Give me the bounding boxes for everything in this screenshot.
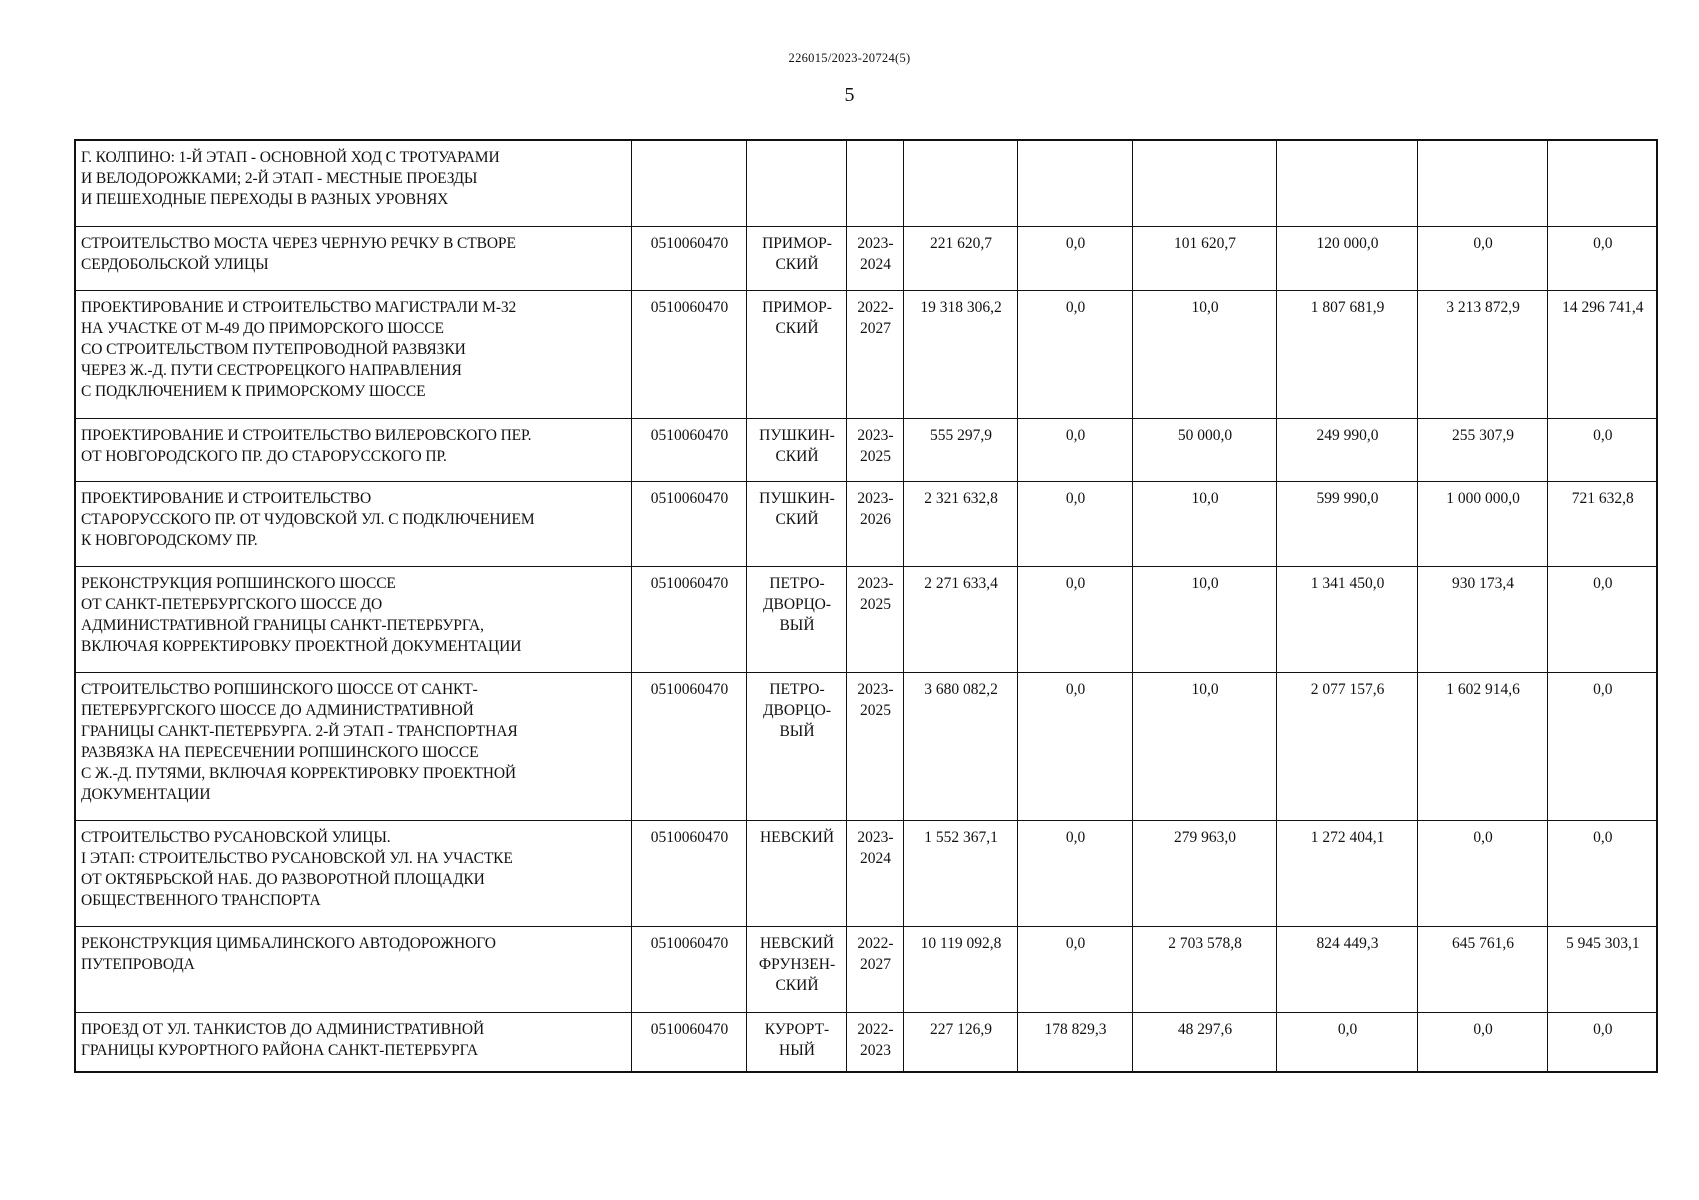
district-cell [746,820,846,926]
cell-value: 48 297,6 [1177,1020,1233,1038]
v2025-amount-cell [1417,672,1547,820]
project-name-cell [75,481,631,566]
years-line: 2027 [860,319,891,337]
budget-code-cell [631,290,746,418]
cell-value: 255 307,9 [1452,426,1514,444]
project-name-line: К НОВГОРОДСКОМУ ПР. [81,531,258,549]
district-line: ПУШКИН- [759,489,835,507]
v2022-amount-cell [1017,566,1132,672]
v2025-amount-cell [1417,290,1547,418]
cell-value: 221 620,7 [930,234,992,252]
v2025-amount-cell [1417,226,1547,290]
years-cell [846,418,903,481]
years-line: 2023- [857,680,894,698]
cell-value: 599 990,0 [1316,489,1379,507]
v2022-amount-cell [1017,481,1132,566]
total-amount-cell [903,418,1017,481]
cell-value: 2 703 578,8 [1168,934,1242,952]
district-line: НЫЙ [779,1041,815,1059]
years-line: 2023- [857,489,894,507]
project-name-cell [75,418,631,481]
years-line: 2022- [857,1020,894,1038]
project-name-cell [75,926,631,1012]
project-name-line: И ВЕЛОДОРОЖКАМИ; 2-Й ЭТАП - МЕСТНЫЕ ПРОЕЗДЫ [81,170,478,187]
project-name-line: СО СТРОИТЕЛЬСТВОМ ПУТЕПРОВОДНОЙ РАЗВЯЗКИ [81,340,466,358]
v2023-amount-cell [1132,820,1276,926]
total-amount-cell [903,226,1017,290]
cell-value: 0,0 [1065,574,1086,592]
cell-value: 120 000,0 [1316,234,1379,252]
cell-value: 0,0 [1065,234,1086,252]
district-line: СКИЙ [775,510,819,528]
district-line: ВЫЙ [779,616,815,634]
v2025-amount-cell [1417,566,1547,672]
cell-value: 1 341 450,0 [1310,574,1385,592]
total-amount-cell [903,481,1017,566]
project-name-line: СТРОИТЕЛЬСТВО РОПШИНСКОГО ШОССЕ ОТ САНКТ- [81,680,478,698]
total-amount-cell [903,926,1017,1012]
cell-value: 555 297,9 [930,426,992,444]
cell-value: 930 173,4 [1452,574,1514,592]
budget-code-cell [631,481,746,566]
cell-value: 249 990,0 [1316,426,1379,444]
district-cell [746,418,846,481]
v2024-amount-cell [1276,820,1417,926]
v2025-amount-cell [1417,140,1547,226]
cell-value: 0,0 [1593,680,1613,698]
v2026-amount-cell [1547,226,1657,290]
project-name-cell [75,820,631,926]
years-line: 2025 [860,595,891,613]
project-name-line: ДОКУМЕНТАЦИИ [81,785,211,803]
years-line: 2024 [860,849,891,867]
project-name-line: ГРАНИЦЫ САНКТ-ПЕТЕРБУРГА. 2-Й ЭТАП - ТРАНСПОРТНАЯ [81,722,518,740]
table-row [75,290,1657,418]
total-amount-cell [903,290,1017,418]
district-line: СКИЙ [775,319,819,337]
table-body [75,140,1657,1072]
project-name-cell [75,290,631,418]
project-name-cell [75,226,631,290]
years-cell [846,1012,903,1072]
cell-value: 1 807 681,9 [1310,298,1385,316]
cell-value: 2 321 632,8 [924,489,998,507]
project-name-cell [75,672,631,820]
district-line: НЕВСКИЙ [759,828,835,846]
table-row [75,672,1657,820]
project-name-line: ОТ ОКТЯБРЬСКОЙ НАБ. ДО РАЗВОРОТНОЙ ПЛОЩАДКИ [81,870,485,888]
v2026-amount-cell [1547,672,1657,820]
v2026-amount-cell [1547,140,1657,226]
v2022-amount-cell [1017,820,1132,926]
years-line: 2024 [860,255,891,273]
total-amount-cell [903,672,1017,820]
district-cell [746,226,846,290]
v2024-amount-cell [1276,672,1417,820]
cell-value: 19 318 306,2 [920,298,1002,316]
v2026-amount-cell [1547,1012,1657,1072]
cell-value: 0510060470 [650,234,729,252]
project-name-line: СЕРДОБОЛЬСКОЙ УЛИЦЫ [81,255,269,273]
cell-value: 0,0 [1065,828,1086,846]
years-line: 2023- [857,426,894,444]
total-amount-cell [903,820,1017,926]
cell-value: 1 272 404,1 [1310,828,1385,846]
district-line: ПЕТРО- [769,574,825,592]
cell-value: 0,0 [1065,426,1086,444]
cell-value: 0,0 [1065,934,1086,952]
district-line: ПРИМОР- [762,298,832,316]
v2023-amount-cell [1132,418,1276,481]
cell-value: 0510060470 [650,574,729,592]
project-name-line: ГРАНИЦЫ КУРОРТНОГО РАЙОНА САНКТ-ПЕТЕРБУРГА [81,1041,478,1059]
district-cell [746,290,846,418]
table-row [75,226,1657,290]
project-name-line: С Ж.-Д. ПУТЯМИ, ВКЛЮЧАЯ КОРРЕКТИРОВКУ ПРОЕКТНОЙ [81,764,517,782]
cell-value: 0,0 [1593,828,1613,846]
project-name-line: РЕКОНСТРУКЦИЯ ЦИМБАЛИНСКОГО АВТОДОРОЖНОГО [81,934,496,952]
table-row [75,566,1657,672]
v2026-amount-cell [1547,820,1657,926]
budget-code-cell [631,820,746,926]
district-cell [746,566,846,672]
years-line: 2027 [860,955,891,973]
project-name-line: ОБЩЕСТВЕННОГО ТРАНСПОРТА [81,891,321,909]
project-name-line: НА УЧАСТКЕ ОТ М-49 ДО ПРИМОРСКОГО ШОССЕ [81,319,444,337]
project-name-line: ПРОЕКТИРОВАНИЕ И СТРОИТЕЛЬСТВО ВИЛЕРОВСКОГО ПЕР. [81,426,532,444]
district-cell [746,672,846,820]
document-id: 226015/2023-20724(5) [788,51,911,65]
years-cell [846,140,903,226]
budget-code-cell [631,418,746,481]
v2026-amount-cell [1547,290,1657,418]
project-name-cell [75,566,631,672]
district-line: ВЫЙ [779,722,815,740]
budget-code-cell [631,672,746,820]
v2023-amount-cell [1132,140,1276,226]
project-name-cell [75,140,631,226]
total-amount-cell [903,140,1017,226]
cell-value: 721 632,8 [1571,489,1634,507]
page-number: 5 [844,84,855,106]
v2026-amount-cell [1547,566,1657,672]
budget-code-cell [631,140,746,226]
cell-value: 10,0 [1191,298,1219,316]
cell-value: 0,0 [1473,234,1493,252]
project-name-cell [75,1012,631,1072]
district-line: КУРОРТ- [764,1020,830,1038]
v2025-amount-cell [1417,481,1547,566]
cell-value: 0,0 [1593,574,1613,592]
budget-code-cell [631,1012,746,1072]
v2023-amount-cell [1132,1012,1276,1072]
cell-value: 1 552 367,1 [924,828,998,846]
cell-value: 3 213 872,9 [1446,298,1520,316]
project-name-line: ВКЛЮЧАЯ КОРРЕКТИРОВКУ ПРОЕКТНОЙ ДОКУМЕНТАЦИИ [81,637,522,655]
years-cell [846,481,903,566]
v2024-amount-cell [1276,290,1417,418]
district-line: ПРИМОР- [762,234,832,252]
cell-value: 14 296 741,4 [1562,298,1644,316]
district-line: СКИЙ [775,976,819,994]
district-cell [746,926,846,1012]
cell-value: 0,0 [1473,828,1493,846]
district-cell [746,1012,846,1072]
cell-value: 1 000 000,0 [1446,489,1520,507]
project-name-line: ОТ НОВГОРОДСКОГО ПР. ДО СТАРОРУССКОГО ПР. [81,447,447,465]
table-row [75,140,1657,226]
years-line: 2022- [857,934,894,952]
project-name-line: ОТ САНКТ-ПЕТЕРБУРГСКОГО ШОССЕ ДО [81,595,383,613]
v2026-amount-cell [1547,418,1657,481]
budget-code-cell [631,926,746,1012]
project-name-line: I ЭТАП: СТРОИТЕЛЬСТВО РУСАНОВСКОЙ УЛ. НА УЧАСТКЕ [81,849,513,867]
cell-value: 0510060470 [650,426,729,444]
v2024-amount-cell [1276,226,1417,290]
project-name-line: ПРОЕЗД ОТ УЛ. ТАНКИСТОВ ДО АДМИНИСТРАТИВНОЙ [81,1020,485,1038]
v2022-amount-cell [1017,290,1132,418]
cell-value: 50 000,0 [1177,426,1233,444]
v2025-amount-cell [1417,418,1547,481]
district-line: ДВОРЦО- [762,595,832,613]
years-line: 2023- [857,828,894,846]
cell-value: 0,0 [1065,298,1086,316]
cell-value: 0,0 [1065,680,1086,698]
project-name-line: ПРОЕКТИРОВАНИЕ И СТРОИТЕЛЬСТВО МАГИСТРАЛИ М-32 [81,298,517,316]
cell-value: 0,0 [1593,1020,1613,1038]
cell-value: 0510060470 [650,1020,729,1038]
years-line: 2025 [860,701,891,719]
project-name-line: ПУТЕПРОВОДА [81,955,195,973]
years-line: 2022- [857,298,894,316]
cell-value: 10,0 [1191,574,1219,592]
project-name-line: СТРОИТЕЛЬСТВО РУСАНОВСКОЙ УЛИЦЫ. [81,828,391,846]
v2022-amount-cell [1017,1012,1132,1072]
district-line: ПУШКИН- [759,426,835,444]
table-row [75,1012,1657,1072]
years-cell [846,820,903,926]
v2023-amount-cell [1132,226,1276,290]
years-cell [846,226,903,290]
cell-value: 2 271 633,4 [924,574,998,592]
district-line: ПЕТРО- [769,680,825,698]
project-name-line: АДМИНИСТРАТИВНОЙ ГРАНИЦЫ САНКТ-ПЕТЕРБУРГА, [81,616,484,634]
v2022-amount-cell [1017,418,1132,481]
v2023-amount-cell [1132,566,1276,672]
v2022-amount-cell [1017,926,1132,1012]
district-line: ФРУНЗЕН- [758,955,836,973]
v2022-amount-cell [1017,140,1132,226]
cell-value: 0,0 [1593,234,1613,252]
cell-value: 0510060470 [650,680,729,698]
project-name-line: СТРОИТЕЛЬСТВО МОСТА ЧЕРЕЗ ЧЕРНУЮ РЕЧКУ В СТВОРЕ [81,234,516,252]
district-line: ДВОРЦО- [762,701,832,719]
v2022-amount-cell [1017,672,1132,820]
cell-value: 645 761,6 [1452,934,1514,952]
years-cell [846,290,903,418]
district-line: НЕВСКИЙ [759,934,835,952]
project-name-line: ПЕТЕРБУРГСКОГО ШОССЕ ДО АДМИНИСТРАТИВНОЙ [81,701,474,719]
project-name-line: ЧЕРЕЗ Ж.-Д. ПУТИ СЕСТРОРЕЦКОГО НАПРАВЛЕНИЯ [81,361,462,379]
project-name-line: РЕКОНСТРУКЦИЯ РОПШИНСКОГО ШОССЕ [81,574,396,592]
v2023-amount-cell [1132,672,1276,820]
v2023-amount-cell [1132,481,1276,566]
v2023-amount-cell [1132,926,1276,1012]
cell-value: 10,0 [1191,489,1219,507]
v2025-amount-cell [1417,820,1547,926]
v2024-amount-cell [1276,481,1417,566]
v2025-amount-cell [1417,926,1547,1012]
cell-value: 178 829,3 [1044,1020,1107,1038]
cell-value: 1 602 914,6 [1446,680,1520,698]
project-name-line: ПРОЕКТИРОВАНИЕ И СТРОИТЕЛЬСТВО [81,489,372,507]
district-cell [746,481,846,566]
district-line: СКИЙ [775,255,819,273]
table-row [75,418,1657,481]
v2024-amount-cell [1276,926,1417,1012]
v2022-amount-cell [1017,226,1132,290]
total-amount-cell [903,566,1017,672]
v2024-amount-cell [1276,1012,1417,1072]
cell-value: 5 945 303,1 [1565,934,1640,952]
v2023-amount-cell [1132,290,1276,418]
years-line: 2023- [857,574,894,592]
cell-value: 0510060470 [650,934,729,952]
years-line: 2023- [857,234,894,252]
project-name-line: Г. КОЛПИНО: 1-Й ЭТАП - ОСНОВНОЙ ХОД С ТРОТУАРАМИ [81,149,500,166]
budget-code-cell [631,566,746,672]
project-name-line: С ПОДКЛЮЧЕНИЕМ К ПРИМОРСКОМУ ШОССЕ [81,382,426,400]
project-name-line: СТАРОРУССКОГО ПР. ОТ ЧУДОВСКОЙ УЛ. С ПОДКЛЮЧЕНИЕМ [81,510,535,528]
cell-value: 10,0 [1191,680,1219,698]
cell-value: 3 680 082,2 [924,680,998,698]
budget-code-cell [631,226,746,290]
cell-value: 2 077 157,6 [1310,680,1385,698]
table-row [75,926,1657,1012]
cell-value: 279 963,0 [1174,828,1236,846]
years-cell [846,566,903,672]
cell-value: 10 119 092,8 [920,934,1002,952]
cell-value: 0510060470 [650,828,729,846]
cell-value: 824 449,3 [1316,934,1379,952]
v2024-amount-cell [1276,140,1417,226]
years-cell [846,672,903,820]
years-line: 2025 [860,447,891,465]
cell-value: 227 126,9 [930,1020,992,1038]
project-name-line: И ПЕШЕХОДНЫЕ ПЕРЕХОДЫ В РАЗНЫХ УРОВНЯХ [81,191,449,208]
district-line: СКИЙ [775,447,819,465]
cell-value: 0510060470 [650,489,729,507]
table-row [75,481,1657,566]
years-cell [846,926,903,1012]
cell-value: 0,0 [1337,1020,1358,1038]
investment-program-table [74,139,1658,1073]
v2026-amount-cell [1547,481,1657,566]
cell-value: 0,0 [1593,426,1613,444]
district-cell [746,140,846,226]
v2025-amount-cell [1417,1012,1547,1072]
v2026-amount-cell [1547,926,1657,1012]
cell-value: 101 620,7 [1174,234,1236,252]
v2024-amount-cell [1276,566,1417,672]
years-line: 2026 [860,510,891,528]
years-line: 2023 [860,1041,891,1059]
total-amount-cell [903,1012,1017,1072]
cell-value: 0,0 [1065,489,1086,507]
v2024-amount-cell [1276,418,1417,481]
cell-value: 0,0 [1473,1020,1493,1038]
project-name-line: РАЗВЯЗКА НА ПЕРЕСЕЧЕНИИ РОПШИНСКОГО ШОССЕ [81,743,479,761]
cell-value: 0510060470 [650,298,729,316]
table-row [75,820,1657,926]
